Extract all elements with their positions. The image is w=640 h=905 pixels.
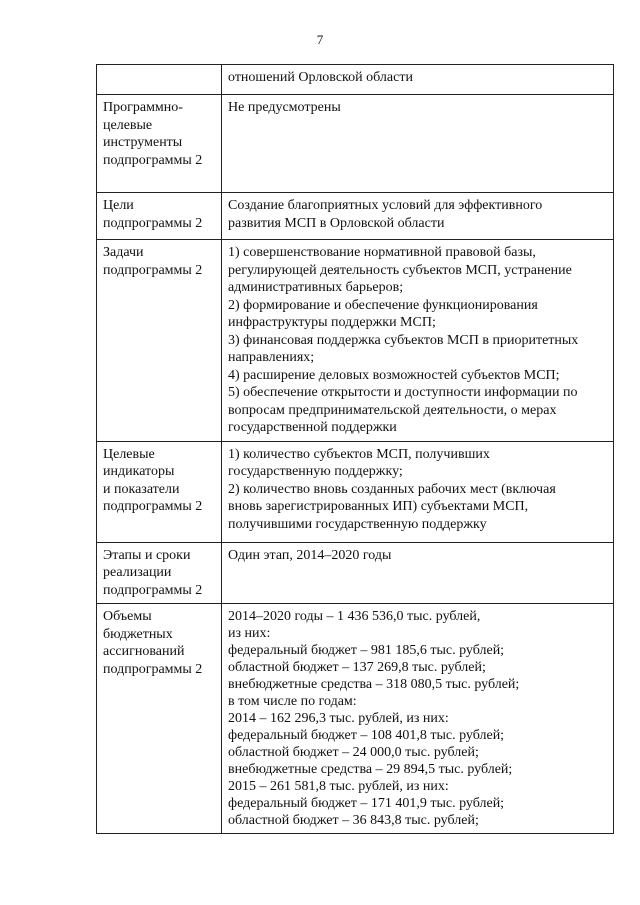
row-value-line: вновь зарегистрированных ИП) субъектами МСП, — [228, 499, 529, 514]
row-value-line: 2014 – 162 296,3 тыс. рублей, из них: — [228, 711, 449, 726]
row-value-cell — [222, 240, 614, 442]
passport-table-body — [97, 65, 614, 834]
row-label-line: бюджетных — [103, 626, 173, 642]
row-label-line: Программно- — [103, 100, 183, 115]
row-value-line: внебюджетные средства – 318 080,5 тыс. рублей; — [228, 677, 520, 692]
table-row-tasks-row — [97, 240, 614, 442]
row-label-line: Этапы и сроки — [103, 547, 191, 563]
row-label-line: подпрограммы 2 — [103, 215, 203, 231]
row-label-line: Объемы — [103, 609, 152, 624]
row-label-line: реализации — [103, 565, 172, 580]
row-value-cell — [222, 604, 614, 834]
row-label-cell — [97, 542, 222, 604]
row-value-line: федеральный бюджет – 981 185,6 тыс. рублей; — [228, 643, 505, 658]
passport-table — [96, 64, 614, 834]
row-value-line: 2015 – 261 581,8 тыс. рублей, из них: — [228, 779, 449, 794]
row-value-line: 2014–2020 годы – 1 436 536,0 тыс. рублей, — [228, 609, 481, 624]
row-label-line: подпрограммы 2 — [103, 152, 203, 168]
row-value-line: федеральный бюджет – 108 401,8 тыс. рублей; — [228, 728, 505, 743]
row-label-cell — [97, 65, 222, 95]
row-value-line: вопросам предпринимательской деятельности, о мерах — [228, 402, 557, 418]
row-label-line: ассигнований — [103, 644, 185, 659]
row-value-line: инфраструктуры поддержки МСП; — [228, 315, 436, 330]
row-label-line: Целевые — [103, 446, 155, 462]
row-value-line: внебюджетные средства – 29 894,5 тыс. рублей; — [228, 762, 513, 777]
row-label-line: Цели — [103, 198, 134, 213]
row-value-line: федеральный бюджет – 171 401,9 тыс. рублей; — [228, 796, 505, 811]
row-value-line: отношений Орловской области — [228, 70, 413, 85]
row-label-cell — [97, 240, 222, 442]
row-value-cell — [222, 193, 614, 240]
row-value-line: 1) количество субъектов МСП, получивших — [228, 446, 490, 462]
row-value-line: областной бюджет – 36 843,8 тыс. рублей; — [228, 813, 479, 828]
row-value-line: государственной поддержки — [228, 420, 397, 435]
row-value-line: административных барьеров; — [228, 280, 404, 295]
row-value-cell — [222, 95, 614, 193]
row-label-line: и показатели — [103, 481, 180, 497]
row-value-line: государственную поддержку; — [228, 464, 403, 479]
row-value-line: Один этап, 2014–2020 годы — [228, 547, 392, 563]
row-value-line: Создание благоприятных условий для эффективного — [228, 198, 543, 213]
row-value-cell — [222, 65, 614, 95]
row-value-line: 2) формирование и обеспечение функционирования — [228, 297, 538, 313]
row-value-line: регулирующей деятельность субъектов МСП, устранение — [228, 262, 572, 278]
row-label-line: целевые — [103, 117, 153, 133]
row-label-line: индикаторы — [103, 464, 175, 479]
table-row-program-tools-row — [97, 95, 614, 193]
row-value-line: в том числе по годам: — [228, 694, 357, 709]
row-label-line: подпрограммы 2 — [103, 499, 203, 514]
row-label-line: Задачи — [103, 245, 144, 260]
row-label-line: подпрограммы 2 — [103, 582, 203, 598]
row-label-line: подпрограммы 2 — [103, 262, 203, 278]
row-label-cell — [97, 193, 222, 240]
row-label-cell — [97, 604, 222, 834]
row-value-line: областной бюджет – 24 000,0 тыс. рублей; — [228, 745, 479, 760]
row-label-line: подпрограммы 2 — [103, 661, 203, 677]
page-number: 7 — [316, 32, 324, 47]
row-value-line: получившими государственную поддержку — [228, 516, 487, 532]
row-value-line: 1) совершенствование нормативной правовой базы, — [228, 245, 536, 260]
row-value-cell — [222, 542, 614, 604]
table-row-stages-row — [97, 542, 614, 604]
row-value-line: из них: — [228, 626, 271, 641]
row-value-cell — [222, 441, 614, 542]
row-value-line: 2) количество вновь созданных рабочих мест (включая — [228, 481, 556, 497]
row-value-line: развития МСП в Орловской области — [228, 215, 445, 231]
table-row-indicators-row — [97, 441, 614, 542]
table-row-budget-row — [97, 604, 614, 834]
row-label-cell — [97, 95, 222, 193]
row-label-cell — [97, 441, 222, 542]
row-value-line: 5) обеспечение открытости и доступности информации по — [228, 385, 578, 400]
table-row-continued-row — [97, 65, 614, 95]
row-value-line: 3) финансовая поддержка субъектов МСП в приоритетных — [228, 332, 579, 348]
row-value-line: 4) расширение деловых возможностей субъектов МСП; — [228, 367, 560, 383]
row-value-line: областной бюджет – 137 269,8 тыс. рублей; — [228, 660, 486, 675]
row-value-line: направлениях; — [228, 350, 315, 365]
row-value-line: Не предусмотрены — [228, 100, 341, 115]
table-row-goals-row — [97, 193, 614, 240]
row-label-line: инструменты — [103, 135, 183, 150]
